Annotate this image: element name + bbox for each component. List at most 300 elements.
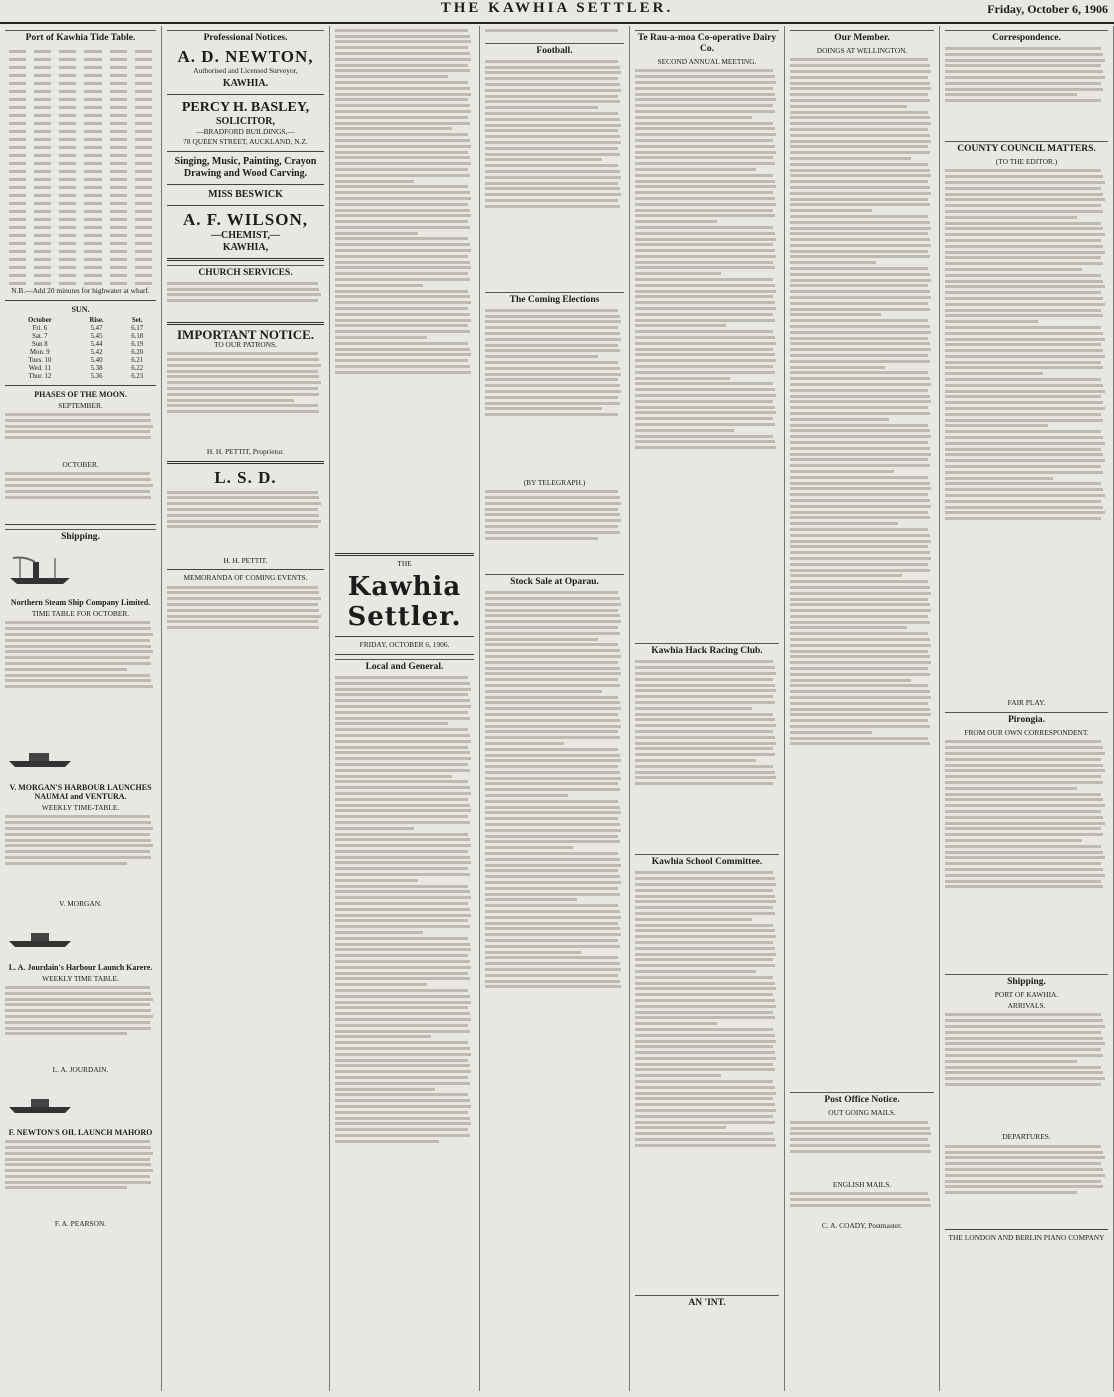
text-line bbox=[485, 112, 618, 115]
text-line bbox=[945, 181, 1105, 184]
text-line bbox=[790, 522, 898, 525]
text-line bbox=[167, 358, 319, 361]
text-line bbox=[790, 702, 928, 705]
text-line bbox=[945, 1191, 1077, 1194]
tide-cell bbox=[106, 143, 131, 151]
text-line bbox=[790, 174, 931, 177]
table-row: Mon. 9 5.42 6.20 bbox=[30, 348, 144, 356]
text-line bbox=[945, 338, 1105, 341]
text-line bbox=[485, 933, 621, 936]
tide-cell bbox=[30, 247, 55, 255]
text-line bbox=[790, 464, 930, 467]
professional-notices-heading: Professional Notices. bbox=[167, 30, 324, 44]
football-text bbox=[485, 60, 624, 288]
text-line bbox=[945, 268, 1082, 271]
newton-name: A. D. NEWTON, bbox=[177, 47, 314, 66]
basley-city: 78 QUEEN STREET, AUCKLAND, N.Z. bbox=[183, 137, 308, 147]
text-line bbox=[635, 290, 776, 293]
tide-cell bbox=[106, 127, 131, 135]
text-line bbox=[485, 684, 620, 687]
tide-cell bbox=[5, 55, 30, 63]
text-line bbox=[167, 370, 318, 373]
text-line bbox=[335, 301, 471, 304]
text-line bbox=[790, 499, 930, 502]
text-line bbox=[485, 597, 620, 600]
column-3 bbox=[330, 26, 480, 1391]
text-line bbox=[167, 282, 318, 285]
text-line bbox=[790, 742, 930, 745]
text-line bbox=[635, 249, 775, 252]
tide-cell bbox=[131, 263, 156, 271]
text-line bbox=[790, 690, 930, 693]
text-line bbox=[945, 804, 1105, 807]
tide-cell bbox=[30, 111, 55, 119]
text-line bbox=[945, 471, 1103, 474]
tide-table bbox=[5, 47, 156, 287]
tide-cell bbox=[5, 207, 30, 215]
port-of-kawhia: PORT OF KAWHIA. bbox=[994, 990, 1059, 1000]
text-line bbox=[790, 563, 928, 566]
text-line bbox=[635, 145, 775, 148]
text-line bbox=[5, 627, 151, 630]
tide-cell bbox=[55, 215, 80, 223]
text-line bbox=[5, 1146, 151, 1149]
tide-cell bbox=[5, 103, 30, 111]
telegraph-text bbox=[485, 490, 624, 570]
text-line bbox=[945, 285, 1105, 288]
text-line bbox=[485, 315, 620, 318]
table-row bbox=[5, 183, 156, 191]
jourdain-sub: WEEKLY TIME TABLE. bbox=[42, 973, 119, 983]
text-line bbox=[5, 656, 150, 659]
english-mails: ENGLISH MAILS. bbox=[832, 1179, 892, 1189]
jourdain-sign: L. A. JOURDAIN. bbox=[52, 1064, 109, 1074]
text-line bbox=[485, 332, 620, 335]
text-line bbox=[335, 919, 468, 922]
text-line bbox=[335, 249, 471, 252]
text-line bbox=[945, 781, 1103, 784]
text-line bbox=[485, 632, 620, 635]
text-line bbox=[5, 1169, 153, 1172]
tide-cell bbox=[131, 271, 156, 279]
correspondence-heading: Correspondence. bbox=[945, 30, 1108, 44]
text-line bbox=[790, 644, 931, 647]
text-line bbox=[485, 980, 620, 983]
text-line bbox=[790, 580, 928, 583]
text-line bbox=[5, 1175, 150, 1178]
text-line bbox=[635, 1132, 773, 1135]
text-line bbox=[485, 945, 620, 948]
tide-cell bbox=[55, 199, 80, 207]
text-line bbox=[485, 869, 618, 872]
text-line bbox=[635, 238, 776, 241]
text-line bbox=[5, 1158, 150, 1161]
column-7 bbox=[940, 26, 1114, 1391]
text-line bbox=[635, 976, 773, 979]
tide-cell bbox=[5, 255, 30, 263]
text-line bbox=[335, 751, 470, 754]
post-office-heading: Post Office Notice. bbox=[790, 1092, 934, 1106]
text-line bbox=[5, 685, 153, 688]
text-line bbox=[5, 827, 153, 830]
text-line bbox=[790, 348, 931, 351]
text-line bbox=[945, 874, 1105, 877]
text-line bbox=[485, 66, 620, 69]
text-line bbox=[945, 827, 1101, 830]
tide-cell bbox=[55, 239, 80, 247]
text-line bbox=[945, 216, 1077, 219]
text-line bbox=[945, 517, 1101, 520]
tide-cell bbox=[131, 159, 156, 167]
text-line bbox=[945, 1048, 1101, 1051]
tide-cell bbox=[106, 271, 131, 279]
text-line bbox=[485, 667, 620, 670]
text-line bbox=[5, 478, 151, 481]
text-line bbox=[945, 436, 1103, 439]
tide-cell bbox=[30, 167, 55, 175]
text-line bbox=[945, 198, 1105, 201]
tide-cell bbox=[80, 255, 105, 263]
tide-cell bbox=[30, 207, 55, 215]
text-line bbox=[335, 682, 470, 685]
text-line bbox=[485, 817, 618, 820]
tide-cell bbox=[30, 175, 55, 183]
text-line bbox=[5, 1152, 153, 1155]
text-line bbox=[335, 324, 468, 327]
text-line bbox=[635, 689, 776, 692]
text-line bbox=[635, 684, 775, 687]
text-line bbox=[5, 844, 153, 847]
text-line bbox=[790, 626, 907, 629]
tide-cell bbox=[55, 151, 80, 159]
text-line bbox=[635, 941, 773, 944]
text-line bbox=[485, 60, 618, 63]
text-line bbox=[335, 261, 470, 264]
text-line bbox=[635, 736, 775, 739]
morgan-sign: V. MORGAN. bbox=[59, 899, 102, 909]
text-line bbox=[635, 701, 775, 704]
tide-cell bbox=[106, 167, 131, 175]
text-line bbox=[335, 833, 468, 836]
text-line bbox=[485, 508, 618, 511]
text-line bbox=[485, 962, 620, 965]
tide-cell bbox=[30, 231, 55, 239]
text-line bbox=[635, 226, 773, 229]
tide-cell bbox=[30, 215, 55, 223]
text-line bbox=[485, 881, 621, 884]
text-line bbox=[5, 662, 151, 665]
text-line bbox=[335, 693, 468, 696]
text-line bbox=[335, 168, 468, 171]
text-line bbox=[635, 295, 773, 298]
text-line bbox=[945, 291, 1101, 294]
tide-cell bbox=[80, 95, 105, 103]
text-line bbox=[335, 197, 471, 200]
text-line bbox=[335, 214, 471, 217]
text-line bbox=[945, 1185, 1103, 1188]
text-line bbox=[635, 87, 773, 90]
text-line bbox=[945, 274, 1101, 277]
text-line bbox=[485, 89, 621, 92]
text-line bbox=[485, 701, 620, 704]
newton-launch-heading: F. NEWTON'S OIL LAUNCH MAHORO bbox=[8, 1128, 153, 1138]
text-line bbox=[335, 676, 468, 679]
tide-cell bbox=[55, 111, 80, 119]
text-line bbox=[335, 255, 468, 258]
text-line bbox=[635, 1144, 776, 1147]
text-line bbox=[335, 336, 427, 339]
tide-cell bbox=[106, 135, 131, 143]
tide-cell bbox=[55, 103, 80, 111]
text-line bbox=[485, 719, 620, 722]
local-general-heading: Local and General. bbox=[335, 659, 474, 673]
launch-icon-3 bbox=[5, 1083, 75, 1117]
table-row bbox=[5, 103, 156, 111]
text-line bbox=[335, 809, 471, 812]
text-line bbox=[635, 1063, 773, 1066]
tide-cell bbox=[106, 79, 131, 87]
text-line bbox=[5, 833, 150, 836]
text-line bbox=[485, 835, 618, 838]
text-line bbox=[790, 447, 930, 450]
text-line bbox=[635, 1092, 776, 1095]
text-line bbox=[335, 272, 468, 275]
text-line bbox=[945, 187, 1101, 190]
text-line bbox=[635, 718, 775, 721]
tide-cell bbox=[106, 95, 131, 103]
text-line bbox=[335, 365, 470, 368]
launch-icon bbox=[5, 737, 75, 771]
text-line bbox=[635, 394, 776, 397]
tide-cell bbox=[55, 255, 80, 263]
text-line bbox=[635, 266, 775, 269]
sun-col-rise: Rise. bbox=[89, 316, 104, 324]
text-line bbox=[790, 551, 930, 554]
wilson-name: A. F. WILSON, bbox=[183, 209, 308, 229]
text-line bbox=[335, 342, 468, 345]
text-line bbox=[335, 1041, 468, 1044]
text-line bbox=[790, 406, 928, 409]
text-line bbox=[790, 238, 930, 241]
table-row bbox=[5, 255, 156, 263]
tide-cell bbox=[30, 223, 55, 231]
text-line bbox=[945, 1180, 1101, 1183]
stock-sale-heading: Stock Sale at Oparau. bbox=[485, 574, 624, 588]
text-line bbox=[790, 487, 931, 490]
text-line bbox=[635, 970, 756, 973]
text-line bbox=[635, 400, 773, 403]
accounts-text bbox=[167, 491, 324, 557]
text-line bbox=[485, 643, 618, 646]
important-notice-heading: IMPORTANT NOTICE. bbox=[176, 326, 315, 342]
text-line bbox=[945, 793, 1101, 796]
tide-cell bbox=[55, 159, 80, 167]
text-line bbox=[945, 204, 1101, 207]
text-line bbox=[167, 496, 319, 499]
tide-cell bbox=[5, 143, 30, 151]
text-line bbox=[635, 895, 775, 898]
text-line bbox=[635, 359, 776, 362]
text-line bbox=[945, 262, 1103, 265]
telegraph-note: (BY TELEGRAPH.) bbox=[523, 477, 586, 487]
text-line bbox=[945, 378, 1101, 381]
tide-cell bbox=[131, 95, 156, 103]
col3-top-text bbox=[335, 29, 474, 549]
tide-cell bbox=[30, 71, 55, 79]
text-line bbox=[635, 365, 773, 368]
text-line bbox=[335, 87, 470, 90]
text-line bbox=[5, 1163, 151, 1166]
text-line bbox=[485, 309, 618, 312]
text-line bbox=[5, 1181, 151, 1184]
text-line bbox=[635, 272, 721, 275]
text-line bbox=[335, 371, 471, 374]
text-line bbox=[790, 569, 930, 572]
text-line bbox=[5, 430, 150, 433]
text-line bbox=[790, 111, 928, 114]
text-line bbox=[790, 737, 928, 740]
text-line bbox=[5, 1021, 150, 1024]
text-line bbox=[335, 1035, 431, 1038]
text-line bbox=[335, 1024, 468, 1027]
text-line bbox=[485, 158, 602, 161]
tide-cell bbox=[5, 119, 30, 127]
text-line bbox=[635, 1051, 775, 1054]
text-line bbox=[335, 69, 470, 72]
tide-cell bbox=[30, 143, 55, 151]
text-line bbox=[945, 839, 1082, 842]
table-row bbox=[5, 151, 156, 159]
text-line bbox=[335, 844, 471, 847]
text-line bbox=[335, 278, 470, 281]
text-line bbox=[485, 164, 618, 167]
text-line bbox=[635, 1034, 775, 1037]
text-line bbox=[485, 490, 618, 493]
ns-timetable-text bbox=[5, 621, 156, 731]
tide-cell bbox=[131, 191, 156, 199]
text-line bbox=[635, 214, 775, 217]
text-line bbox=[945, 99, 1101, 102]
text-line bbox=[635, 382, 773, 385]
text-line bbox=[945, 239, 1101, 242]
tide-cell bbox=[5, 135, 30, 143]
text-line bbox=[635, 759, 756, 762]
text-line bbox=[635, 156, 773, 159]
tide-cell bbox=[131, 103, 156, 111]
stock-sale-text bbox=[485, 591, 624, 1191]
text-line bbox=[945, 494, 1105, 497]
text-line bbox=[790, 476, 928, 479]
text-line bbox=[790, 557, 931, 560]
tide-cell bbox=[5, 87, 30, 95]
text-line bbox=[335, 792, 471, 795]
local-general-text bbox=[335, 676, 474, 1376]
text-line bbox=[635, 342, 776, 345]
text-line bbox=[790, 337, 928, 340]
tide-cell bbox=[5, 159, 30, 167]
text-line bbox=[485, 916, 621, 919]
tide-cell bbox=[106, 247, 131, 255]
text-line bbox=[790, 511, 928, 514]
tide-cell bbox=[80, 167, 105, 175]
tide-cell bbox=[5, 47, 30, 55]
text-line bbox=[335, 728, 468, 731]
tide-cell bbox=[5, 127, 30, 135]
text-line bbox=[790, 418, 889, 421]
tide-cell bbox=[5, 79, 30, 87]
tide-cell bbox=[5, 231, 30, 239]
text-line bbox=[335, 1082, 470, 1085]
text-line bbox=[790, 638, 930, 641]
tide-cell bbox=[55, 207, 80, 215]
text-line bbox=[485, 939, 618, 942]
text-line bbox=[635, 982, 775, 985]
newton-title: Authorised and Licensed Surveyor, bbox=[193, 66, 298, 75]
tide-cell bbox=[106, 199, 131, 207]
text-line bbox=[167, 508, 318, 511]
text-line bbox=[335, 769, 470, 772]
text-line bbox=[167, 364, 321, 367]
sun-col-set: Set. bbox=[131, 316, 143, 324]
text-line bbox=[945, 320, 1038, 323]
text-line bbox=[485, 77, 618, 80]
text-line bbox=[945, 343, 1101, 346]
text-line bbox=[790, 302, 928, 305]
text-line bbox=[790, 441, 928, 444]
text-line bbox=[945, 419, 1103, 422]
tide-cell bbox=[30, 255, 55, 263]
text-line bbox=[335, 1122, 471, 1125]
text-line bbox=[485, 910, 620, 913]
text-line bbox=[485, 603, 621, 606]
text-line bbox=[635, 429, 734, 432]
text-line bbox=[790, 116, 930, 119]
text-line bbox=[335, 925, 470, 928]
text-line bbox=[635, 301, 775, 304]
ns-sub: TIME TABLE FOR OCTOBER. bbox=[31, 608, 130, 618]
text-line bbox=[635, 417, 773, 420]
text-line bbox=[790, 540, 931, 543]
text-line bbox=[485, 794, 568, 797]
text-line bbox=[335, 110, 471, 113]
tide-cell bbox=[5, 63, 30, 71]
text-line bbox=[635, 1080, 773, 1083]
tide-cell bbox=[30, 87, 55, 95]
moon-october: OCTOBER. bbox=[62, 459, 99, 469]
text-line bbox=[167, 603, 318, 606]
text-line bbox=[335, 330, 470, 333]
text-line bbox=[790, 290, 930, 293]
subscription-text bbox=[167, 352, 324, 448]
text-line bbox=[790, 389, 928, 392]
table-row bbox=[5, 231, 156, 239]
text-line bbox=[335, 151, 468, 154]
text-line bbox=[635, 185, 776, 188]
lsd-heading: L. S. D. bbox=[214, 467, 277, 487]
text-line bbox=[790, 371, 928, 374]
text-line bbox=[790, 192, 931, 195]
text-line bbox=[485, 927, 620, 930]
text-line bbox=[335, 139, 470, 142]
text-line bbox=[335, 174, 470, 177]
table-row bbox=[5, 95, 156, 103]
text-line bbox=[485, 661, 618, 664]
text-line bbox=[635, 174, 773, 177]
tide-cell bbox=[55, 119, 80, 127]
text-line bbox=[635, 883, 776, 886]
text-line bbox=[485, 788, 620, 791]
tide-cell bbox=[5, 167, 30, 175]
